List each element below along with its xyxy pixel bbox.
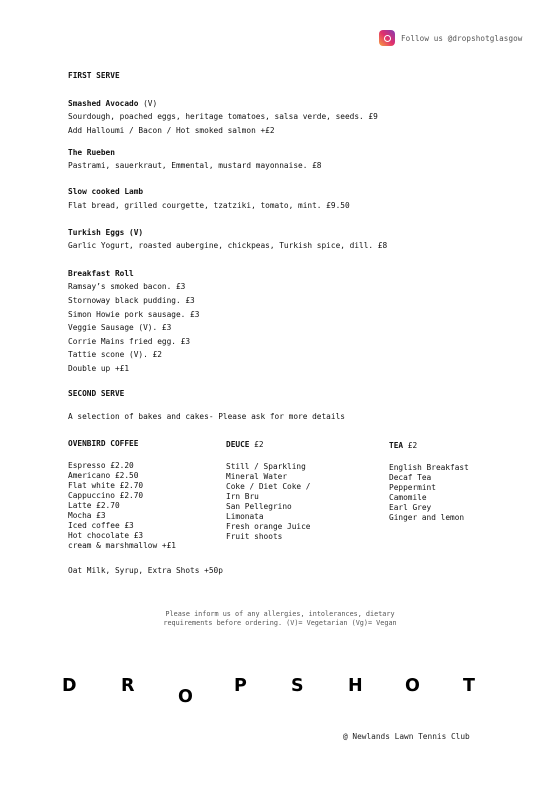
item-option: Ramsay’s smoked bacon. £3 [68, 282, 186, 291]
drink-item: Americano £2.50 [68, 471, 139, 480]
section-heading-second-serve: SECOND SERVE [68, 389, 125, 398]
item-description: Sourdough, poached eggs, heritage tomatoes, salsa verde, seeds. £9 [68, 112, 378, 121]
drink-item: Earl Grey [389, 503, 432, 512]
column-title-deuce: DEUCE £2 [226, 440, 264, 449]
column-title-coffee: OVENBIRD COFFEE [68, 439, 139, 448]
allergy-line: requirements before ordering. (V)= Vegetarian (Vg)= Vegan [163, 619, 397, 627]
drink-item: Latte £2.70 [68, 501, 120, 510]
allergy-notice [0, 610, 560, 628]
drink-item: Mocha £3 [68, 511, 106, 520]
logo-letter: O [405, 676, 420, 696]
item-option: Simon Howie pork sausage. £3 [68, 310, 200, 319]
drink-item: Iced coffee £3 [68, 521, 134, 530]
item-description: Garlic Yogurt, roasted aubergine, chickpeas, Turkish spice, dill. £8 [68, 241, 388, 250]
item-description: Flat bread, grilled courgette, tzatziki, tomato, mint. £9.50 [68, 201, 350, 210]
deuce-column [226, 440, 311, 542]
drink-item: Still / Sparkling [226, 462, 306, 471]
drink-item: Hot chocolate £3 [68, 531, 144, 540]
venue-text: @ Newlands Lawn Tennis Club [343, 732, 470, 741]
dropshot-logo [58, 676, 488, 706]
drink-item: Camomile [389, 493, 427, 502]
allergy-line: Please inform us of any allergies, intolerances, dietary [165, 610, 395, 618]
tea-column [389, 441, 469, 523]
drink-item: Espresso £2.20 [68, 461, 134, 470]
column-title-tea: TEA £2 [389, 441, 418, 450]
drink-item: Fruit shoots [226, 532, 283, 541]
logo-letter: P [234, 676, 247, 696]
logo-letter: H [348, 676, 363, 696]
item-description: Pastrami, sauerkraut, Emmental, mustard mayonnaise. £8 [68, 161, 322, 170]
drink-item: Mineral Water [226, 472, 288, 481]
drink-item: Irn Bru [226, 492, 259, 501]
coffee-column [68, 439, 176, 551]
social-follow[interactable] [379, 30, 522, 46]
item-title: Turkish Eggs (V) [68, 228, 144, 237]
item-option: Corrie Mains fried egg. £3 [68, 337, 191, 346]
logo-letter: S [291, 676, 304, 696]
logo-letter: T [463, 676, 475, 696]
second-serve-text: A selection of bakes and cakes- Please ask for more details [68, 412, 345, 421]
drink-item: Decaf Tea [389, 473, 432, 482]
item-title: Smashed Avocado (V) [68, 99, 158, 108]
drink-item: cream & marshmallow +£1 [68, 541, 176, 550]
drink-item: Peppermint [389, 483, 436, 492]
item-title: The Rueben [68, 148, 115, 157]
drink-item: San Pellegrino [226, 502, 292, 511]
instagram-icon [379, 30, 395, 46]
drink-item: Coke / Diet Coke / [226, 482, 311, 491]
item-option: Veggie Sausage (V). £3 [68, 323, 172, 332]
section-heading-first-serve: FIRST SERVE [68, 71, 120, 80]
logo-letter: O [178, 687, 193, 707]
item-option: Stornoway black pudding. £3 [68, 296, 195, 305]
drink-item: Ginger and lemon [389, 513, 465, 522]
drink-item: Fresh orange Juice [226, 522, 311, 531]
drink-extras: Oat Milk, Syrup, Extra Shots +50p [68, 566, 223, 575]
drink-item: Cappuccino £2.70 [68, 491, 144, 500]
item-title: Breakfast Roll [68, 269, 134, 278]
drink-item: Limonata [226, 512, 264, 521]
item-option: Double up +£1 [68, 364, 130, 373]
drink-item: English Breakfast [389, 463, 469, 472]
item-title: Slow cooked Lamb [68, 187, 144, 196]
logo-letter: D [62, 676, 77, 696]
logo-letter: R [121, 676, 135, 696]
item-option: Tattie scone (V). £2 [68, 350, 162, 359]
social-handle: Follow us @dropshotglasgow [401, 33, 523, 43]
item-description: Add Halloumi / Bacon / Hot smoked salmon +£2 [68, 126, 275, 135]
drink-item: Flat white £2.70 [68, 481, 144, 490]
